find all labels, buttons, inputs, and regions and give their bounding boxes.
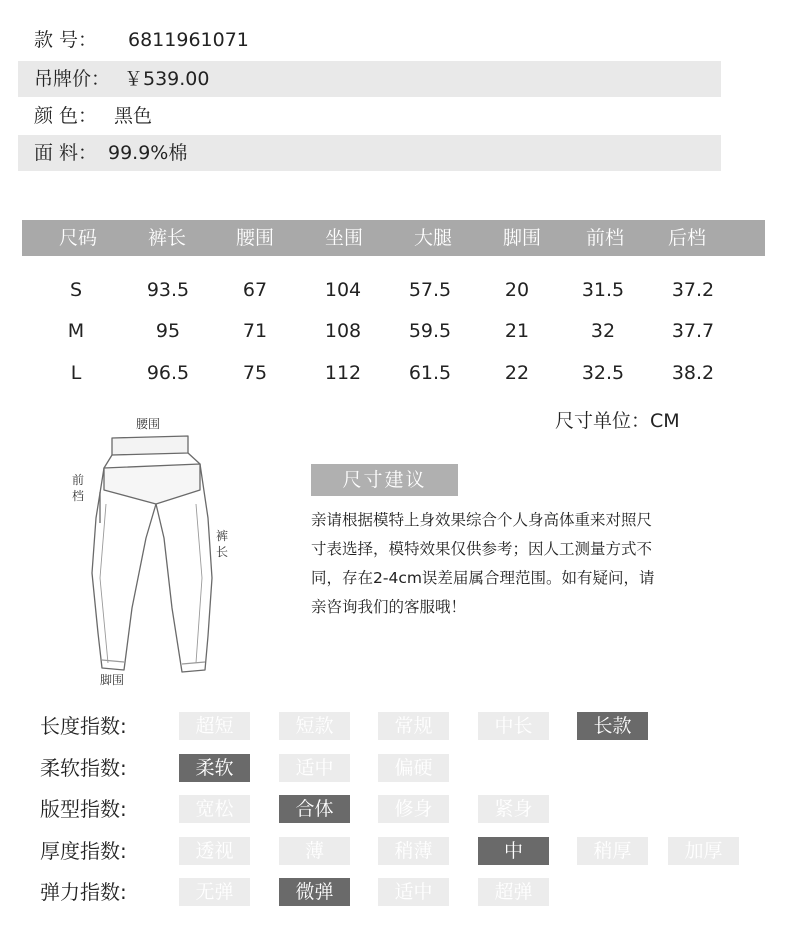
table-cell: 96.5	[146, 362, 190, 384]
price-label: 吊牌价：	[34, 68, 111, 90]
diagram-hem-label: 脚围	[100, 673, 125, 687]
pants-diagram	[60, 408, 250, 693]
index-label: 弹力指数:	[40, 880, 127, 904]
table-cell: 20	[504, 279, 530, 301]
table-cell: 61.5	[408, 362, 452, 384]
info-style-no	[18, 22, 721, 58]
color-value: 黑色	[114, 105, 153, 127]
info-color	[18, 98, 721, 134]
table-cell: M	[67, 320, 85, 342]
info-price	[18, 61, 721, 97]
table-cell: 75	[242, 362, 268, 384]
index-option: 稍薄	[378, 837, 449, 865]
table-cell: 67	[242, 279, 268, 301]
diagram-front-rise-label-2: 档	[72, 489, 85, 503]
index-option: 中长	[478, 712, 549, 740]
index-option: 薄	[279, 837, 350, 865]
color-label: 颜 色：	[34, 105, 98, 127]
size-unit: 尺寸单位：CM	[555, 410, 680, 432]
diagram-waist-label: 腰围	[136, 417, 161, 431]
size-table-header	[22, 220, 765, 256]
index-label: 厚度指数:	[40, 839, 127, 863]
diagram-length-label-2: 长	[216, 545, 229, 559]
index-option-selected: 中	[478, 837, 549, 865]
table-cell: 57.5	[408, 279, 452, 301]
table-cell: 32	[590, 320, 616, 342]
index-label: 柔软指数:	[40, 756, 127, 780]
index-option: 紧身	[478, 795, 549, 823]
table-cell: 31.5	[581, 279, 625, 301]
index-option: 适中	[279, 754, 350, 782]
table-cell: S	[69, 279, 83, 301]
table-cell: 59.5	[408, 320, 452, 342]
style-no-value: 6811961071	[128, 29, 249, 51]
advice-line: 亲咨询我们的客服哦！	[311, 598, 467, 616]
price-value: ￥539.00	[124, 68, 210, 90]
header-waist: 腰围	[235, 227, 275, 249]
index-option: 偏硬	[378, 754, 449, 782]
index-option: 适中	[378, 878, 449, 906]
table-cell: 108	[324, 320, 362, 342]
table-cell: 37.2	[671, 279, 715, 301]
table-cell: 32.5	[581, 362, 625, 384]
index-option-selected: 合体	[279, 795, 350, 823]
index-option: 宽松	[179, 795, 250, 823]
index-option: 稍厚	[577, 837, 648, 865]
advice-line: 亲请根据模特上身效果综合个人身高体重来对照尺	[311, 511, 653, 529]
header-hip: 坐围	[324, 227, 364, 249]
header-hem: 脚围	[502, 227, 542, 249]
table-cell: 104	[324, 279, 362, 301]
style-no-label: 款 号：	[34, 29, 98, 51]
index-label: 版型指数:	[40, 797, 127, 821]
table-cell: 95	[155, 320, 181, 342]
info-fabric	[18, 135, 721, 171]
header-size: 尺码	[58, 227, 98, 249]
index-option: 无弹	[179, 878, 250, 906]
index-option: 超弹	[478, 878, 549, 906]
index-option-selected: 微弹	[279, 878, 350, 906]
index-option: 超短	[179, 712, 250, 740]
index-option-selected: 长款	[577, 712, 648, 740]
advice-text	[311, 506, 731, 622]
fabric-label: 面 料：	[34, 142, 98, 164]
header-back-rise: 后档	[667, 227, 707, 249]
fabric-value: 99.9%棉	[108, 142, 188, 164]
table-cell: 112	[324, 362, 362, 384]
header-length: 裤长	[147, 227, 187, 249]
table-cell: 93.5	[146, 279, 190, 301]
index-option: 透视	[179, 837, 250, 865]
diagram-front-rise-label-1: 前	[72, 473, 85, 487]
index-option-selected: 柔软	[179, 754, 250, 782]
index-option: 修身	[378, 795, 449, 823]
index-option: 短款	[279, 712, 350, 740]
index-option: 常规	[378, 712, 449, 740]
header-thigh: 大腿	[413, 227, 453, 249]
table-cell: 71	[242, 320, 268, 342]
table-cell: 22	[504, 362, 530, 384]
table-cell: 21	[504, 320, 530, 342]
advice-title: 尺寸建议	[311, 464, 458, 496]
header-front-rise: 前档	[585, 227, 625, 249]
diagram-length-label-1: 裤	[216, 529, 229, 543]
index-label: 长度指数:	[40, 714, 127, 738]
advice-line: 寸表选择，模特效果仅供参考；因人工测量方式不	[311, 540, 653, 558]
table-cell: 37.7	[671, 320, 715, 342]
advice-line: 同，存在2-4cm误差届属合理范围。如有疑问，请	[311, 569, 655, 587]
table-cell: L	[70, 362, 82, 384]
table-cell: 38.2	[671, 362, 715, 384]
pants-outline-icon	[92, 436, 212, 672]
index-option: 加厚	[668, 837, 739, 865]
